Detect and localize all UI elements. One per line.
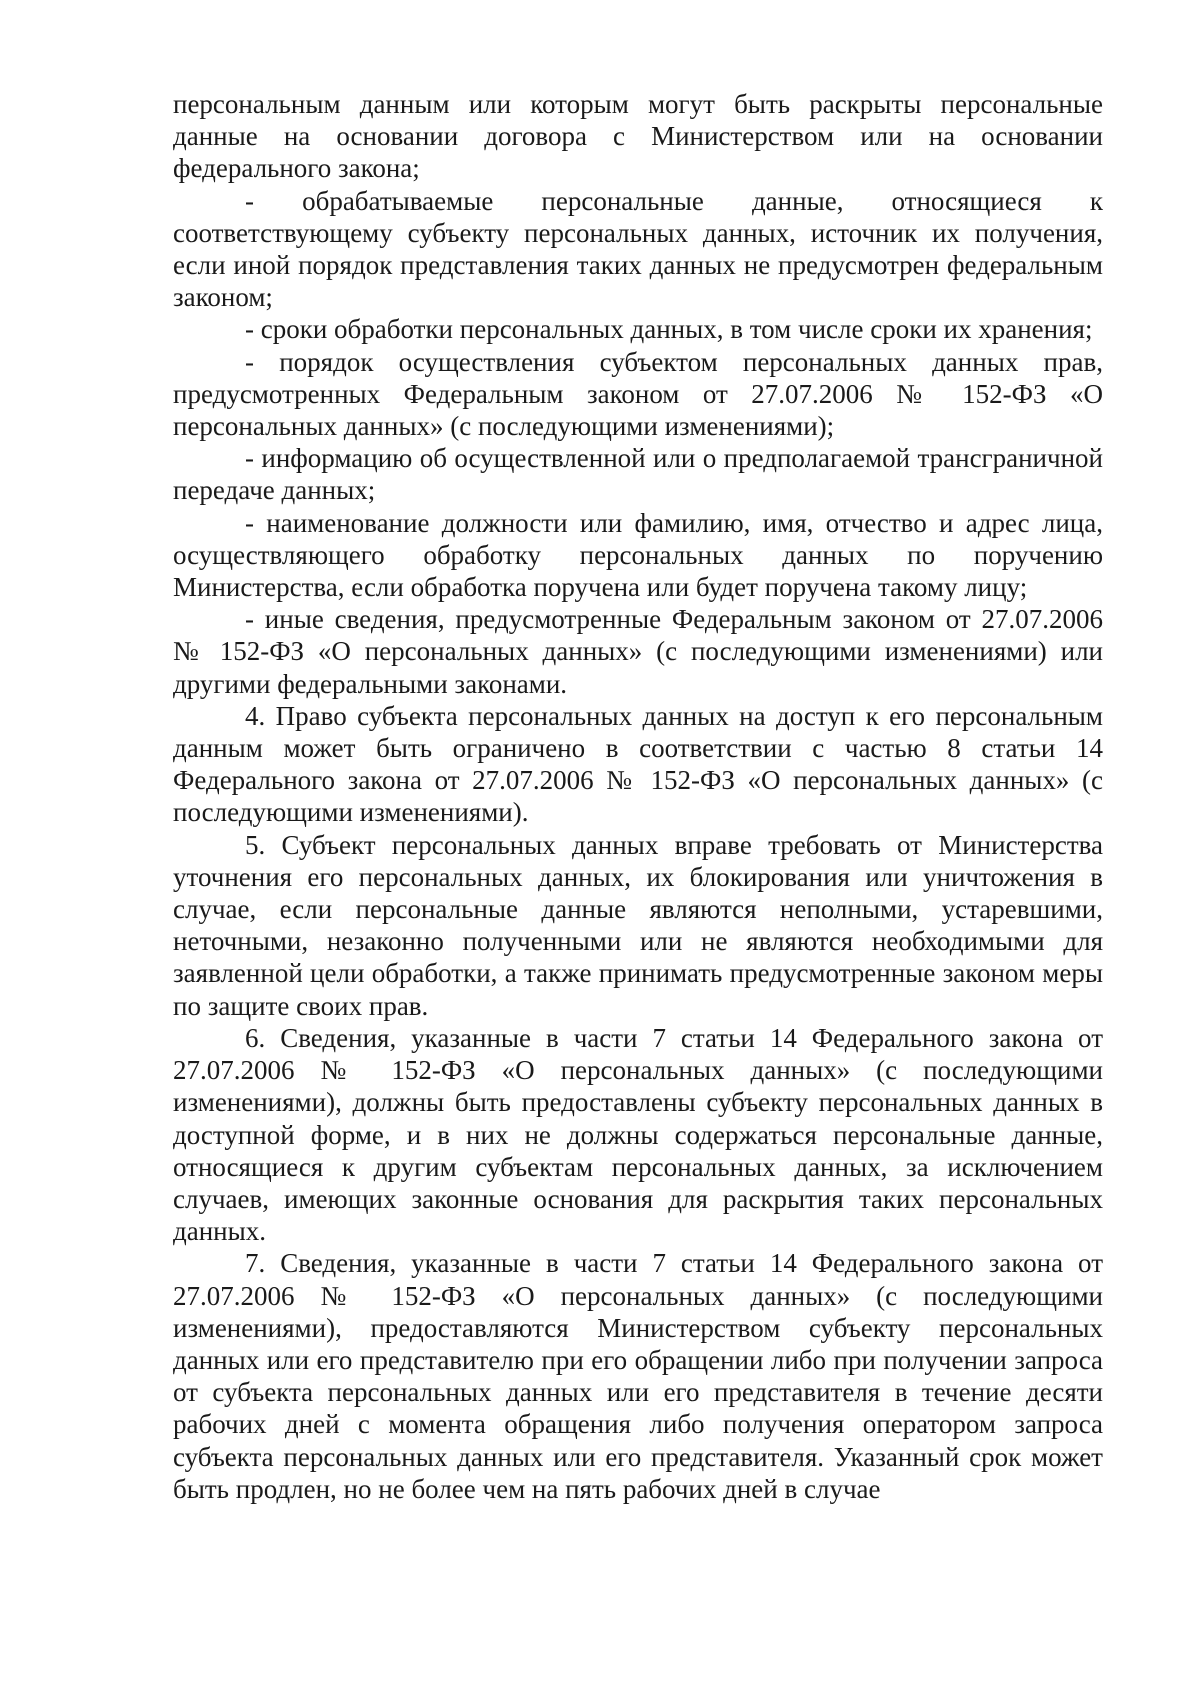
paragraph-7: 7. Сведения, указанные в части 7 статьи 14 Федерального закона от 27.07.2006 № 152-ФЗ «О персональных данных» (с последующими изменениями), предоставляются Министерством субъекту персональных данных или его представителю при его обращении либо при получении запроса от субъекта персональных данных или его представителя в течение десяти рабочих дней с момента обращения либо получения оператором запроса субъекта персональных данных или его представителя. Указанный срок может быть продлен, но не более чем на пять рабочих дней в случае — [173, 1248, 1103, 1504]
paragraph-continuation: персональным данным или которым могут быть раскрыты персональные данные на основании договора с Министерством или на основании федерального закона; — [173, 89, 1103, 184]
list-item-processor-info: - наименование должности или фамилию, имя, отчество и адрес лица, осуществляющего обработку персональных данных по поручению Министерства, если обработка поручена или будет поручена такому лицу; — [173, 507, 1103, 603]
list-item-cross-border: - информацию об осуществленной или о предполагаемой трансграничной передаче данных; — [173, 443, 1103, 506]
list-item-other-info: - иные сведения, предусмотренные Федеральным законом от 27.07.2006 № 152-ФЗ «О персональных данных» (с последующими изменениями) или другими федеральными законами. — [173, 604, 1103, 699]
paragraph-4: 4. Право субъекта персональных данных на доступ к его персональным данным может быть ограничено в соответствии с частью 8 статьи 14 Федерального закона от 27.07.2006 № 152-ФЗ «О персональных данных» (с последующими изменениями). — [173, 700, 1103, 828]
list-item-processing-terms: - сроки обработки персональных данных, в том числе сроки их хранения; — [245, 314, 1093, 345]
paragraph-5: 5. Субъект персональных данных вправе требовать от Министерства уточнения его персональных данных, их блокирования или уничтожения в случае, если персональные данные являются неполными, устаревшими, неточными, незаконно полученными или не являются необходимыми для заявленной цели обработки, а также принимать предусмотренные законом меры по защите своих прав. — [173, 829, 1103, 1021]
list-item-rights-procedure: - порядок осуществления субъектом персональных данных прав, предусмотренных Федеральным законом от 27.07.2006 № 152-ФЗ «О персональных данных» (с последующими изменениями); — [173, 346, 1103, 442]
document-page — [173, 88, 1103, 1505]
list-item-processed-data: - обрабатываемые персональные данные, относящиеся к соответствующему субъекту персональных данных, источник их получения, если иной порядок представления таких данных не предусмотрен федеральным законом; — [173, 185, 1103, 313]
paragraph-6: 6. Сведения, указанные в части 7 статьи 14 Федерального закона от 27.07.2006 № 152-ФЗ «О персональных данных» (с последующими изменениями), должны быть предоставлены субъекту персональных данных в доступной форме, и в них не должны содержаться персональные данные, относящиеся к другим субъектам персональных данных, за исключением случаев, имеющих законные основания для раскрытия таких персональных данных. — [173, 1022, 1103, 1247]
